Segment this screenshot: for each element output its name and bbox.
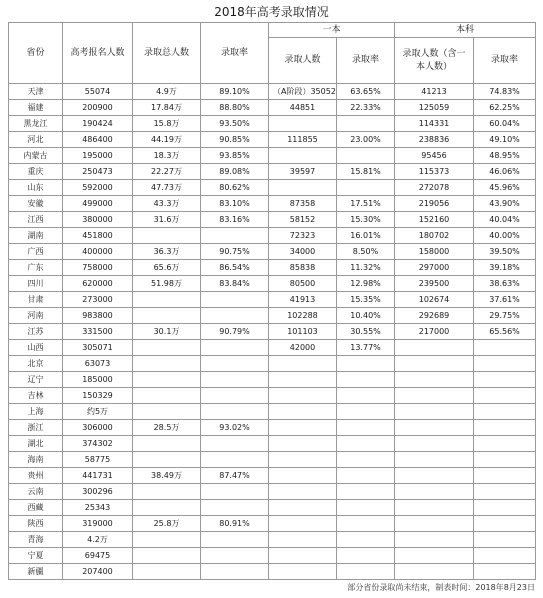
cell-yiben-rate: 12.98% xyxy=(337,276,395,292)
cell-province: 重庆 xyxy=(9,164,63,180)
table-row xyxy=(9,292,536,308)
cell-admitted-total xyxy=(133,452,201,468)
table-title: 2018年高考录取情况 xyxy=(214,5,329,19)
cell-yiben-admitted xyxy=(269,404,337,420)
cell-yiben-admitted: 102288 xyxy=(269,308,337,324)
cell-rate xyxy=(201,500,269,516)
cell-yiben-admitted xyxy=(269,532,337,548)
cell-benke-admitted: 239500 xyxy=(395,276,474,292)
cell-benke-rate xyxy=(474,340,536,356)
cell-admitted-total xyxy=(133,228,201,244)
cell-benke-rate: 46.06% xyxy=(474,164,536,180)
table-row xyxy=(9,516,536,532)
cell-benke-admitted xyxy=(395,548,474,564)
cell-yiben-rate xyxy=(337,436,395,452)
cell-applicants: 758000 xyxy=(63,260,133,276)
cell-province: 山东 xyxy=(9,180,63,196)
table-row xyxy=(9,148,536,164)
cell-admitted-total xyxy=(133,340,201,356)
cell-benke-admitted xyxy=(395,388,474,404)
cell-yiben-admitted xyxy=(269,484,337,500)
cell-rate: 93.85% xyxy=(201,148,269,164)
cell-yiben-admitted: 58152 xyxy=(269,212,337,228)
cell-yiben-admitted: 111855 xyxy=(269,132,337,148)
cell-benke-admitted: 158000 xyxy=(395,244,474,260)
cell-benke-admitted: 217000 xyxy=(395,324,474,340)
header-applicants: 高考报名人数 xyxy=(63,23,133,84)
cell-province: 山西 xyxy=(9,340,63,356)
cell-rate xyxy=(201,388,269,404)
cell-rate xyxy=(201,356,269,372)
cell-admitted-total: 44.19万 xyxy=(133,132,201,148)
cell-admitted-total: 43.3万 xyxy=(133,196,201,212)
table-row xyxy=(9,484,536,500)
cell-yiben-rate xyxy=(337,548,395,564)
cell-benke-rate: 60.04% xyxy=(474,116,536,132)
cell-admitted-total: 51.98万 xyxy=(133,276,201,292)
cell-benke-rate xyxy=(474,532,536,548)
cell-yiben-rate xyxy=(337,180,395,196)
cell-yiben-rate: 15.30% xyxy=(337,212,395,228)
table-row xyxy=(9,196,536,212)
cell-benke-admitted xyxy=(395,532,474,548)
table-row xyxy=(9,548,536,564)
cell-yiben-admitted: 80500 xyxy=(269,276,337,292)
cell-yiben-admitted: （A阶段）35052 xyxy=(269,84,337,100)
cell-admitted-total: 28.5万 xyxy=(133,420,201,436)
cell-applicants: 592000 xyxy=(63,180,133,196)
cell-applicants: 250473 xyxy=(63,164,133,180)
header-yiben-rate: 录取率 xyxy=(337,38,395,84)
cell-yiben-admitted: 41913 xyxy=(269,292,337,308)
cell-province: 湖南 xyxy=(9,228,63,244)
cell-province: 吉林 xyxy=(9,388,63,404)
cell-benke-rate xyxy=(474,356,536,372)
cell-province: 内蒙古 xyxy=(9,148,63,164)
cell-rate xyxy=(201,404,269,420)
cell-benke-admitted xyxy=(395,436,474,452)
cell-benke-admitted xyxy=(395,404,474,420)
cell-admitted-total: 17.84万 xyxy=(133,100,201,116)
cell-benke-rate xyxy=(474,388,536,404)
cell-benke-admitted: 125059 xyxy=(395,100,474,116)
cell-applicants: 195000 xyxy=(63,148,133,164)
cell-yiben-rate xyxy=(337,500,395,516)
cell-yiben-admitted xyxy=(269,500,337,516)
cell-rate: 80.62% xyxy=(201,180,269,196)
cell-yiben-admitted xyxy=(269,468,337,484)
cell-province: 西藏 xyxy=(9,500,63,516)
cell-benke-admitted: 292689 xyxy=(395,308,474,324)
cell-yiben-rate: 8.50% xyxy=(337,244,395,260)
header-province: 省份 xyxy=(9,23,63,84)
cell-admitted-total xyxy=(133,308,201,324)
cell-benke-rate: 74.83% xyxy=(474,84,536,100)
cell-yiben-admitted: 34000 xyxy=(269,244,337,260)
cell-rate xyxy=(201,308,269,324)
cell-province: 黑龙江 xyxy=(9,116,63,132)
cell-yiben-admitted xyxy=(269,516,337,532)
cell-admitted-total: 31.6万 xyxy=(133,212,201,228)
cell-benke-rate: 40.00% xyxy=(474,228,536,244)
cell-benke-rate xyxy=(474,436,536,452)
cell-province: 甘肃 xyxy=(9,292,63,308)
cell-applicants: 58775 xyxy=(63,452,133,468)
cell-applicants: 331500 xyxy=(63,324,133,340)
cell-yiben-admitted: 44851 xyxy=(269,100,337,116)
header-rate: 录取率 xyxy=(201,23,269,84)
cell-province: 新疆 xyxy=(9,564,63,580)
cell-applicants: 207400 xyxy=(63,564,133,580)
table-body xyxy=(9,84,536,580)
cell-yiben-rate: 63.65% xyxy=(337,84,395,100)
cell-yiben-rate: 17.51% xyxy=(337,196,395,212)
cell-applicants: 约5万 xyxy=(63,404,133,420)
cell-yiben-rate xyxy=(337,484,395,500)
cell-province: 上海 xyxy=(9,404,63,420)
cell-province: 江西 xyxy=(9,212,63,228)
cell-benke-admitted: 152160 xyxy=(395,212,474,228)
cell-benke-admitted xyxy=(395,564,474,580)
cell-yiben-rate xyxy=(337,516,395,532)
cell-benke-admitted xyxy=(395,372,474,388)
cell-admitted-total xyxy=(133,532,201,548)
cell-rate xyxy=(201,484,269,500)
cell-benke-rate xyxy=(474,468,536,484)
cell-yiben-rate: 15.81% xyxy=(337,164,395,180)
cell-admitted-total: 36.3万 xyxy=(133,244,201,260)
cell-benke-admitted: 272078 xyxy=(395,180,474,196)
cell-benke-rate: 65.56% xyxy=(474,324,536,340)
cell-yiben-admitted: 72323 xyxy=(269,228,337,244)
cell-benke-admitted: 115373 xyxy=(395,164,474,180)
cell-province: 青海 xyxy=(9,532,63,548)
cell-benke-rate: 45.96% xyxy=(474,180,536,196)
cell-benke-admitted xyxy=(395,468,474,484)
cell-province: 广东 xyxy=(9,260,63,276)
cell-yiben-admitted xyxy=(269,180,337,196)
cell-applicants: 486400 xyxy=(63,132,133,148)
cell-admitted-total xyxy=(133,356,201,372)
cell-rate: 88.80% xyxy=(201,100,269,116)
cell-province: 北京 xyxy=(9,356,63,372)
cell-applicants: 190424 xyxy=(63,116,133,132)
cell-applicants: 400000 xyxy=(63,244,133,260)
cell-admitted-total: 4.9万 xyxy=(133,84,201,100)
cell-applicants: 306000 xyxy=(63,420,133,436)
cell-yiben-rate xyxy=(337,372,395,388)
cell-yiben-rate: 13.77% xyxy=(337,340,395,356)
cell-yiben-rate xyxy=(337,420,395,436)
table-row xyxy=(9,452,536,468)
table-row xyxy=(9,436,536,452)
cell-yiben-admitted xyxy=(269,420,337,436)
cell-admitted-total: 25.8万 xyxy=(133,516,201,532)
cell-yiben-admitted xyxy=(269,372,337,388)
cell-province: 陕西 xyxy=(9,516,63,532)
cell-applicants: 150329 xyxy=(63,388,133,404)
table-row xyxy=(9,132,536,148)
cell-applicants: 983800 xyxy=(63,308,133,324)
cell-applicants: 300296 xyxy=(63,484,133,500)
cell-benke-rate: 38.63% xyxy=(474,276,536,292)
cell-benke-rate: 39.18% xyxy=(474,260,536,276)
table-row xyxy=(9,244,536,260)
header-benke-rate: 录取率 xyxy=(474,38,536,84)
table-row xyxy=(9,372,536,388)
table-row xyxy=(9,388,536,404)
cell-admitted-total xyxy=(133,484,201,500)
table-row xyxy=(9,404,536,420)
cell-benke-admitted xyxy=(395,452,474,468)
cell-rate xyxy=(201,532,269,548)
cell-applicants: 319000 xyxy=(63,516,133,532)
cell-province: 贵州 xyxy=(9,468,63,484)
cell-applicants: 451800 xyxy=(63,228,133,244)
cell-benke-rate xyxy=(474,452,536,468)
cell-applicants: 620000 xyxy=(63,276,133,292)
cell-yiben-rate: 23.00% xyxy=(337,132,395,148)
cell-province: 广西 xyxy=(9,244,63,260)
cell-rate: 90.79% xyxy=(201,324,269,340)
cell-province: 河北 xyxy=(9,132,63,148)
cell-benke-admitted: 238836 xyxy=(395,132,474,148)
cell-yiben-admitted xyxy=(269,548,337,564)
cell-rate xyxy=(201,564,269,580)
cell-benke-rate xyxy=(474,548,536,564)
table-row xyxy=(9,500,536,516)
cell-applicants: 305071 xyxy=(63,340,133,356)
table-row xyxy=(9,468,536,484)
cell-yiben-rate xyxy=(337,116,395,132)
table-row xyxy=(9,100,536,116)
cell-yiben-rate xyxy=(337,532,395,548)
table-row xyxy=(9,564,536,580)
table-row xyxy=(9,84,536,100)
table-row xyxy=(9,420,536,436)
cell-rate: 87.47% xyxy=(201,468,269,484)
cell-admitted-total xyxy=(133,372,201,388)
cell-rate xyxy=(201,228,269,244)
cell-yiben-rate xyxy=(337,564,395,580)
cell-applicants: 441731 xyxy=(63,468,133,484)
cell-benke-admitted xyxy=(395,340,474,356)
cell-province: 海南 xyxy=(9,452,63,468)
cell-benke-admitted xyxy=(395,356,474,372)
cell-province: 浙江 xyxy=(9,420,63,436)
table-row xyxy=(9,308,536,324)
cell-yiben-admitted xyxy=(269,452,337,468)
cell-admitted-total xyxy=(133,564,201,580)
cell-admitted-total xyxy=(133,500,201,516)
table-row xyxy=(9,180,536,196)
cell-yiben-admitted: 87358 xyxy=(269,196,337,212)
cell-yiben-admitted: 85838 xyxy=(269,260,337,276)
cell-yiben-rate: 22.33% xyxy=(337,100,395,116)
cell-yiben-rate xyxy=(337,452,395,468)
cell-benke-admitted: 102674 xyxy=(395,292,474,308)
cell-rate xyxy=(201,372,269,388)
cell-applicants: 200900 xyxy=(63,100,133,116)
table-row xyxy=(9,532,536,548)
cell-rate: 83.16% xyxy=(201,212,269,228)
cell-applicants: 273000 xyxy=(63,292,133,308)
cell-yiben-rate xyxy=(337,468,395,484)
cell-benke-admitted: 95456 xyxy=(395,148,474,164)
cell-yiben-rate: 30.55% xyxy=(337,324,395,340)
cell-admitted-total xyxy=(133,388,201,404)
cell-benke-admitted: 180702 xyxy=(395,228,474,244)
cell-benke-rate xyxy=(474,484,536,500)
cell-province: 福建 xyxy=(9,100,63,116)
cell-admitted-total xyxy=(133,292,201,308)
cell-yiben-admitted xyxy=(269,436,337,452)
cell-yiben-rate: 15.35% xyxy=(337,292,395,308)
table-row xyxy=(9,276,536,292)
cell-rate: 90.75% xyxy=(201,244,269,260)
cell-applicants: 25343 xyxy=(63,500,133,516)
cell-rate: 83.84% xyxy=(201,276,269,292)
cell-applicants: 69475 xyxy=(63,548,133,564)
cell-province: 辽宁 xyxy=(9,372,63,388)
cell-rate: 80.91% xyxy=(201,516,269,532)
footer-note: 部分省份录取尚未结束，制表时间：2018年8月23日 xyxy=(347,583,535,592)
cell-admitted-total xyxy=(133,548,201,564)
cell-rate: 89.08% xyxy=(201,164,269,180)
cell-applicants: 380000 xyxy=(63,212,133,228)
cell-applicants: 4.2万 xyxy=(63,532,133,548)
cell-admitted-total: 65.6万 xyxy=(133,260,201,276)
cell-yiben-rate xyxy=(337,148,395,164)
cell-yiben-admitted xyxy=(269,356,337,372)
cell-yiben-admitted: 42000 xyxy=(269,340,337,356)
cell-province: 天津 xyxy=(9,84,63,100)
cell-yiben-admitted: 101103 xyxy=(269,324,337,340)
cell-benke-rate: 29.75% xyxy=(474,308,536,324)
cell-rate: 89.10% xyxy=(201,84,269,100)
cell-benke-rate: 43.90% xyxy=(474,196,536,212)
cell-province: 江苏 xyxy=(9,324,63,340)
cell-rate xyxy=(201,548,269,564)
cell-benke-admitted xyxy=(395,420,474,436)
cell-benke-rate xyxy=(474,564,536,580)
cell-benke-rate: 62.25% xyxy=(474,100,536,116)
cell-admitted-total: 22.27万 xyxy=(133,164,201,180)
table-row xyxy=(9,340,536,356)
header-benke-admitted: 录取人数（含一本人数） xyxy=(395,38,474,84)
cell-benke-rate: 49.10% xyxy=(474,132,536,148)
cell-rate: 86.54% xyxy=(201,260,269,276)
cell-rate: 93.50% xyxy=(201,116,269,132)
cell-benke-rate: 40.04% xyxy=(474,212,536,228)
header-admitted-total: 录取总人数 xyxy=(133,23,201,84)
cell-benke-admitted: 219056 xyxy=(395,196,474,212)
admission-table xyxy=(8,22,536,580)
cell-rate xyxy=(201,436,269,452)
cell-province: 安徽 xyxy=(9,196,63,212)
cell-applicants: 55074 xyxy=(63,84,133,100)
cell-admitted-total xyxy=(133,404,201,420)
cell-benke-rate: 37.61% xyxy=(474,292,536,308)
cell-applicants: 374302 xyxy=(63,436,133,452)
cell-benke-admitted xyxy=(395,500,474,516)
cell-benke-admitted: 297000 xyxy=(395,260,474,276)
cell-province: 宁夏 xyxy=(9,548,63,564)
cell-yiben-rate xyxy=(337,388,395,404)
table-row xyxy=(9,212,536,228)
cell-benke-rate xyxy=(474,372,536,388)
cell-benke-admitted xyxy=(395,516,474,532)
cell-province: 四川 xyxy=(9,276,63,292)
cell-yiben-rate xyxy=(337,356,395,372)
cell-province: 湖北 xyxy=(9,436,63,452)
cell-yiben-rate: 11.32% xyxy=(337,260,395,276)
cell-rate: 90.85% xyxy=(201,132,269,148)
table-row xyxy=(9,356,536,372)
cell-admitted-total xyxy=(133,436,201,452)
table-row xyxy=(9,228,536,244)
cell-benke-rate xyxy=(474,404,536,420)
cell-rate xyxy=(201,292,269,308)
cell-yiben-admitted xyxy=(269,564,337,580)
cell-benke-rate: 39.50% xyxy=(474,244,536,260)
cell-benke-rate: 48.95% xyxy=(474,148,536,164)
cell-benke-rate xyxy=(474,420,536,436)
table-row xyxy=(9,116,536,132)
cell-applicants: 185000 xyxy=(63,372,133,388)
cell-benke-admitted: 41213 xyxy=(395,84,474,100)
cell-rate: 93.02% xyxy=(201,420,269,436)
group-header-benke: 本科 xyxy=(395,23,536,38)
cell-yiben-admitted: 39597 xyxy=(269,164,337,180)
cell-benke-rate xyxy=(474,516,536,532)
cell-rate xyxy=(201,452,269,468)
cell-province: 河南 xyxy=(9,308,63,324)
cell-admitted-total: 30.1万 xyxy=(133,324,201,340)
cell-yiben-rate: 16.01% xyxy=(337,228,395,244)
cell-rate: 83.10% xyxy=(201,196,269,212)
cell-yiben-rate: 10.40% xyxy=(337,308,395,324)
header-yiben-admitted: 录取人数 xyxy=(269,38,337,84)
cell-admitted-total: 15.8万 xyxy=(133,116,201,132)
cell-yiben-admitted xyxy=(269,148,337,164)
cell-admitted-total: 38.49万 xyxy=(133,468,201,484)
group-header-yiben: 一本 xyxy=(269,23,395,38)
cell-province: 云南 xyxy=(9,484,63,500)
cell-benke-rate xyxy=(474,500,536,516)
cell-admitted-total: 18.3万 xyxy=(133,148,201,164)
table-row xyxy=(9,164,536,180)
cell-admitted-total: 47.73万 xyxy=(133,180,201,196)
cell-applicants: 499000 xyxy=(63,196,133,212)
cell-applicants: 63073 xyxy=(63,356,133,372)
cell-yiben-rate xyxy=(337,404,395,420)
table-row xyxy=(9,324,536,340)
cell-benke-admitted: 114331 xyxy=(395,116,474,132)
cell-rate xyxy=(201,340,269,356)
cell-yiben-admitted xyxy=(269,116,337,132)
cell-benke-admitted xyxy=(395,484,474,500)
cell-yiben-admitted xyxy=(269,388,337,404)
table-row xyxy=(9,260,536,276)
